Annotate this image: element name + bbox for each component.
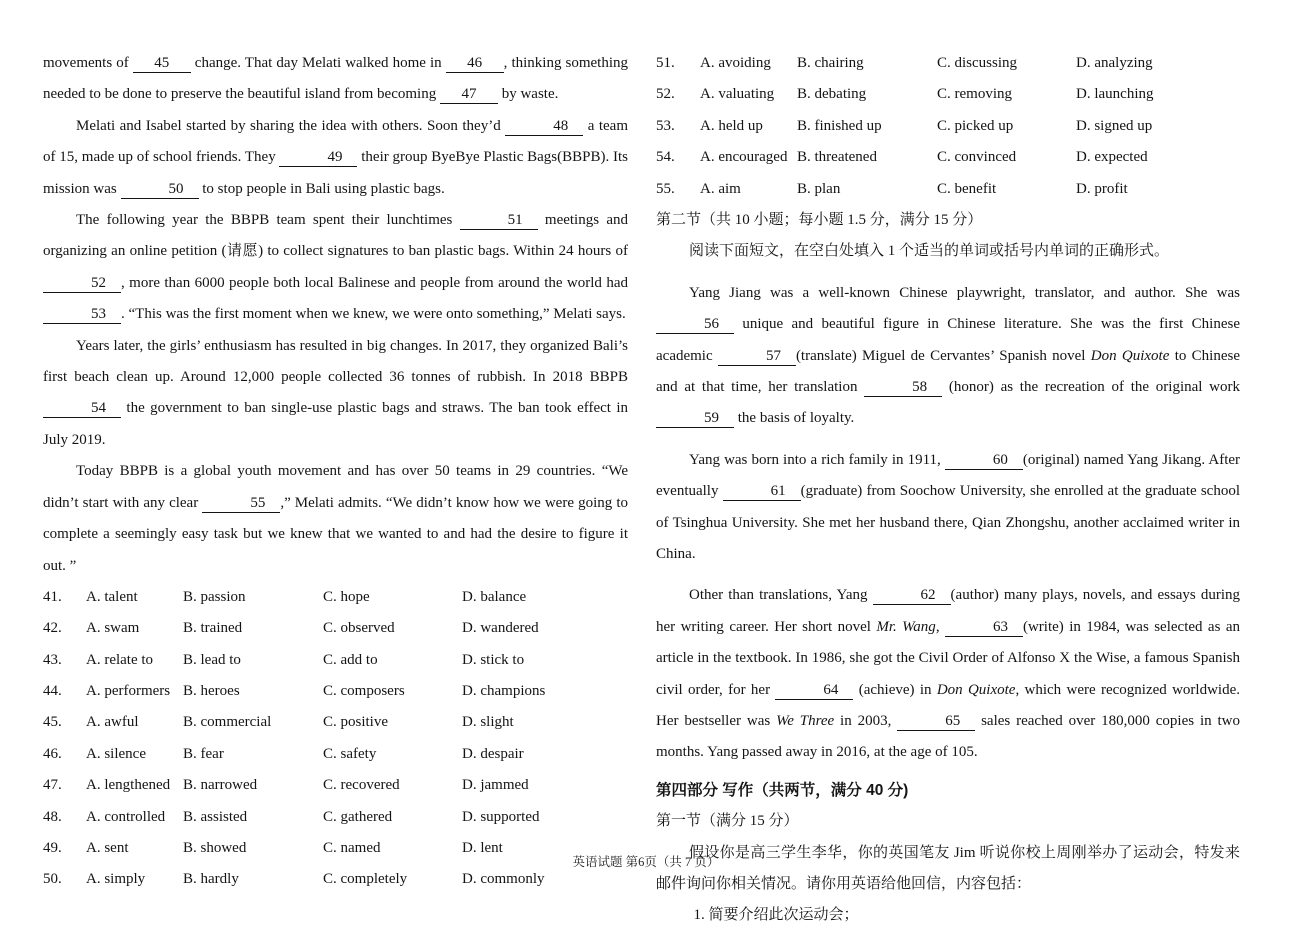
option-b: B. hardly bbox=[183, 871, 239, 888]
option-row bbox=[656, 142, 1240, 173]
italic-title: Don Quixote bbox=[936, 681, 1016, 698]
blank-50: 50 bbox=[121, 181, 199, 199]
option-b: B. threatened bbox=[797, 149, 877, 166]
option-a: A. avoiding bbox=[700, 55, 771, 71]
blank-47: 47 bbox=[440, 86, 498, 104]
question-number: 46. bbox=[43, 745, 62, 762]
option-a: A. performers bbox=[86, 683, 171, 700]
option-d: D. analyzing bbox=[1076, 55, 1153, 71]
option-d: D. champions bbox=[462, 683, 546, 700]
question-number: 54. bbox=[656, 149, 675, 166]
option-b: B. assisted bbox=[183, 808, 248, 825]
option-a: A. swam bbox=[86, 620, 140, 637]
option-d: D. wandered bbox=[462, 620, 539, 637]
grammar-section-heading: 第二节（共 10 小题；每小题 1.5 分，满分 15 分） bbox=[656, 211, 983, 228]
option-c: C. observed bbox=[323, 620, 395, 637]
option-row bbox=[43, 707, 628, 738]
option-b: B. showed bbox=[183, 840, 247, 857]
option-d: D. balance bbox=[462, 588, 527, 605]
option-row bbox=[656, 111, 1240, 142]
option-c: C. removing bbox=[937, 86, 1012, 103]
writing-part-heading: 第四部分 写作（共两节，满分 40 分) bbox=[656, 781, 909, 799]
writing-prompt: 假设你是高三学生李华，你的英国笔友 Jim 听说你校上周刚举办了运动会，特发来邮件询问你相关情况。请你用英语给他回信，内容包括： bbox=[656, 844, 1240, 893]
blank-57: 57 bbox=[718, 348, 796, 366]
option-d: D. profit bbox=[1076, 180, 1128, 197]
blank-51: 51 bbox=[460, 212, 538, 230]
writing-point-1: 1. 简要介绍此次运动会； bbox=[693, 907, 859, 924]
question-number: 52. bbox=[656, 86, 675, 103]
italic-title: Don Quixote bbox=[1090, 347, 1170, 364]
blank-60: 60 bbox=[945, 452, 1023, 470]
option-a: A. encouraged bbox=[700, 149, 788, 166]
blank-61: 61 bbox=[723, 483, 801, 501]
blank-49: 49 bbox=[279, 149, 357, 167]
grammar-paragraph: Other than translations, Yang 62 (author) many plays, novels, and essays during her writing career. Her short novel Mr. Wang, 63 (write) in 1984, was selected as an article in the textbook. In 1986, she got the Civil Order of Alfonso X the Wise, a famous Spanish civil order, for her 64 (achieve) in Don Quixote, which were recognized worldwide. Her bestseller was We Three in 2003, 65 sales reached over 180,000 copies in two months. Yang passed away in 2016, at the age of 105. bbox=[656, 587, 1241, 761]
option-b: B. narrowed bbox=[183, 777, 258, 794]
option-row bbox=[43, 770, 628, 801]
option-row bbox=[656, 48, 1240, 79]
blank-53: 53 bbox=[43, 306, 121, 324]
option-b: B. passion bbox=[183, 588, 246, 605]
option-d: D. lent bbox=[462, 840, 503, 857]
option-a: A. simply bbox=[86, 871, 146, 888]
blank-46: 46 bbox=[446, 55, 504, 73]
question-number: 42. bbox=[43, 620, 62, 637]
blank-56: 56 bbox=[656, 316, 734, 334]
option-a: A. talent bbox=[86, 588, 138, 605]
question-number: 53. bbox=[656, 117, 675, 134]
grammar-paragraph: Yang Jiang was a well-known Chinese playwright, translator, and author. She was 56 unique and beautiful figure in Chinese literature. She was the first Chinese academic 57 (translate) Miguel de Cervantes’ Spanish novel Don Quixote to Chinese and at that time, her translation 58 (honor) as the recreation of the original work 59 the basis of loyalty. bbox=[656, 284, 1240, 427]
option-b: B. plan bbox=[797, 180, 841, 197]
blank-58: 58 bbox=[864, 379, 942, 397]
option-c: C. benefit bbox=[937, 180, 997, 197]
question-number: 49. bbox=[43, 840, 62, 857]
option-row bbox=[43, 802, 628, 833]
option-d: D. launching bbox=[1076, 86, 1154, 103]
cloze-paragraph: Today BBPB is a global youth movement and has over 50 teams in 29 countries. “We didn’t start with any clear 55 ,” Melati admits. “We didn’t know how we were going to complete a seemingly easy task but we knew that we wanted to and had the desire to figure it out. ” bbox=[43, 463, 628, 574]
question-number: 55. bbox=[656, 180, 675, 197]
option-a: A. aim bbox=[700, 180, 741, 197]
blank-52: 52 bbox=[43, 275, 121, 293]
option-a: A. sent bbox=[86, 840, 129, 857]
option-c: C. recovered bbox=[323, 777, 400, 794]
grammar-paragraph: Yang was born into a rich family in 1911, 60 (original) named Yang Jikang. After eventually 61 (graduate) from Soochow University, she enrolled at the graduate school of Tsinghua University. She met her husband there, Qian Zhongshu, another acclaimed writer in China. bbox=[656, 451, 1241, 563]
option-c: C. positive bbox=[323, 714, 389, 731]
option-a: A. valuating bbox=[700, 86, 775, 103]
option-row bbox=[43, 613, 628, 644]
option-a: A. controlled bbox=[86, 808, 166, 825]
option-a: A. held up bbox=[700, 117, 763, 134]
option-c: C. picked up bbox=[937, 117, 1014, 134]
option-c: C. completely bbox=[323, 871, 408, 888]
cloze-paragraph: movements of 45 change. That day Melati walked home in 46 , thinking something needed to be done to preserve the beautiful island from becoming 47 by waste. bbox=[43, 55, 629, 103]
option-b: B. fear bbox=[183, 745, 224, 762]
option-c: C. discussing bbox=[937, 55, 1018, 71]
option-row bbox=[43, 582, 628, 613]
option-d: D. jammed bbox=[462, 777, 529, 794]
left-column bbox=[43, 48, 628, 896]
blank-55: 55 bbox=[202, 495, 280, 513]
blank-48: 48 bbox=[505, 118, 583, 136]
page-footer: 英语试题 第6页（共 7 页） bbox=[572, 855, 720, 869]
blank-45: 45 bbox=[133, 55, 191, 73]
option-row bbox=[656, 79, 1240, 110]
option-row bbox=[43, 645, 628, 676]
cloze-paragraph: The following year the BBPB team spent their lunchtimes 51 meetings and organizing an online petition (请愿) to collect signatures to ban plastic bags. Within 24 hours of 52 , more than 6000 people both local Balinese and people from around the world had 53 . “This was the first moment when we knew, we were onto something,” Melati says. bbox=[43, 212, 628, 323]
option-d: D. signed up bbox=[1076, 117, 1153, 134]
question-number: 41. bbox=[43, 588, 62, 605]
writing-section-heading: 第一节（满分 15 分） bbox=[656, 813, 799, 830]
italic-title: Mr. Wang bbox=[876, 618, 936, 635]
cloze-options-41-50 bbox=[43, 582, 628, 896]
option-row bbox=[43, 676, 628, 707]
blank-54: 54 bbox=[43, 400, 121, 418]
option-c: C. composers bbox=[323, 683, 405, 700]
option-a: A. awful bbox=[86, 714, 139, 731]
question-number: 43. bbox=[43, 651, 62, 668]
question-number: 47. bbox=[43, 777, 62, 794]
blank-59: 59 bbox=[656, 410, 734, 428]
option-a: A. silence bbox=[86, 745, 146, 762]
option-c: C. named bbox=[323, 840, 381, 857]
option-c: C. convinced bbox=[937, 149, 1017, 166]
cloze-options-51-55 bbox=[656, 48, 1240, 205]
option-c: C. gathered bbox=[323, 808, 393, 825]
option-d: D. despair bbox=[462, 745, 524, 762]
question-number: 51. bbox=[656, 55, 675, 71]
option-d: D. supported bbox=[462, 808, 540, 825]
option-b: B. heroes bbox=[183, 683, 240, 700]
option-c: C. add to bbox=[323, 651, 378, 668]
right-column bbox=[656, 48, 1240, 932]
cloze-paragraph: Melati and Isabel started by sharing the idea with others. Soon they’d 48 a team of 15, made up of school friends. They 49 their group ByeBye Plastic Bags(BBPB). Its mission was 50 to stop people in Bali using plastic bags. bbox=[43, 117, 628, 197]
blank-63: 63 bbox=[945, 619, 1023, 637]
option-d: D. commonly bbox=[462, 871, 545, 888]
option-a: A. lengthened bbox=[86, 777, 171, 794]
question-number: 44. bbox=[43, 683, 62, 700]
option-c: C. hope bbox=[323, 588, 370, 605]
blank-62: 62 bbox=[873, 587, 951, 605]
option-d: D. expected bbox=[1076, 149, 1148, 166]
question-number: 50. bbox=[43, 871, 62, 888]
option-b: B. finished up bbox=[797, 117, 882, 134]
italic-title: We Three bbox=[776, 713, 835, 730]
option-b: B. commercial bbox=[183, 714, 272, 731]
option-d: D. slight bbox=[462, 714, 514, 731]
blank-64: 64 bbox=[775, 682, 853, 700]
option-b: B. chairing bbox=[797, 55, 864, 71]
cloze-paragraph: Years later, the girls’ enthusiasm has resulted in big changes. In 2017, they organized Bali’s first beach clean up. Around 12,000 people collected 36 tonnes of rubbish. In 2018 BBPB 54 the government to ban single-use plastic bags and straws. The ban took effect in July 2019. bbox=[43, 337, 628, 448]
question-number: 48. bbox=[43, 808, 62, 825]
blank-65: 65 bbox=[897, 713, 975, 731]
question-number: 45. bbox=[43, 714, 62, 731]
grammar-instruction: 阅读下面短文，在空白处填入 1 个适当的单词或括号内单词的正确形式。 bbox=[689, 243, 1170, 260]
option-row bbox=[43, 739, 628, 770]
option-row bbox=[656, 174, 1240, 205]
option-c: C. safety bbox=[323, 745, 377, 762]
option-b: B. trained bbox=[183, 620, 243, 637]
option-a: A. relate to bbox=[86, 651, 154, 668]
option-d: D. stick to bbox=[462, 651, 525, 668]
option-b: B. debating bbox=[797, 86, 867, 103]
option-b: B. lead to bbox=[183, 651, 241, 668]
